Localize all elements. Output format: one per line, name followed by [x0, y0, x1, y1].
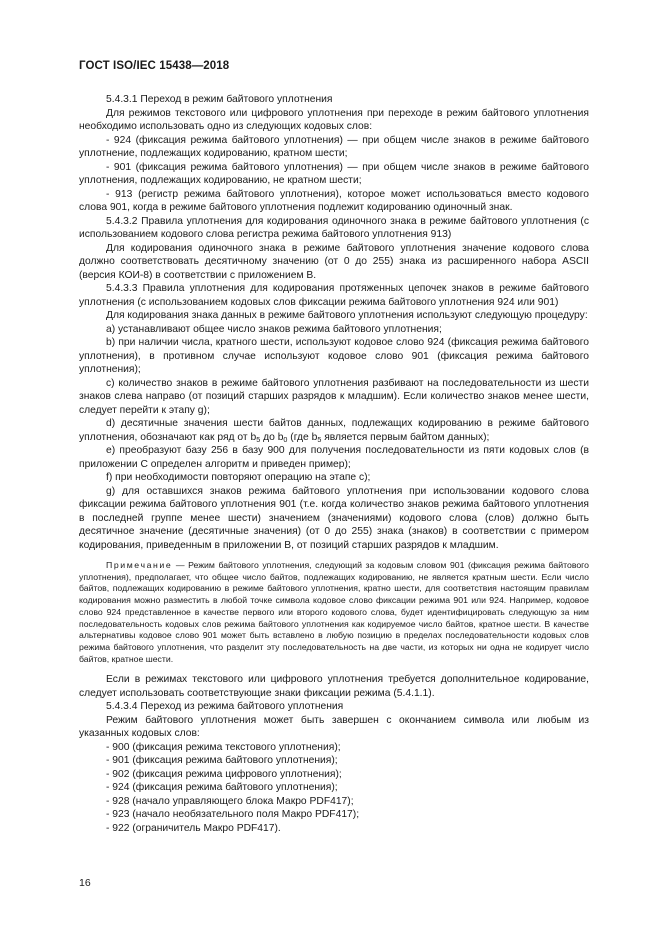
- paragraph: Если в режимах текстового или цифрового уплотнения требуется дополнительное кодирование, следует использовать соответствующие знаки фиксации режима (5.4.1.1).: [79, 674, 589, 699]
- subscript: 5: [317, 434, 322, 444]
- step-d-text: (где b: [287, 431, 318, 443]
- note-block: [79, 560, 589, 665]
- list-item: - 922 (ограничитель Макро PDF417).: [106, 822, 281, 834]
- list-item-step-d: [79, 417, 589, 444]
- step-d-text: до b: [260, 431, 284, 443]
- section-heading: 5.4.3.2 Правила уплотнения для кодирования одиночного знака в режиме байтового уплотнения (с использованием кодового слова регистра режима байтового уплотнения 913): [79, 215, 589, 240]
- list-item: - 901 (фиксация режима байтового уплотнения) — при общем числе знаков в режиме байтового уплотнения, подлежащих кодированию, не кратном шести;: [79, 161, 589, 186]
- list-item: c) количество знаков в режиме байтового уплотнения разбивают на последовательности из шести знаков слева направо (от позиций старших разрядов к младшим). Если количество знаков менее шести, следует перейти к этапу g);: [79, 377, 589, 416]
- note-label: Примечание: [106, 560, 173, 570]
- page-number: 16: [79, 877, 91, 889]
- document-header: ГОСТ ISO/IEC 15438—2018: [79, 60, 230, 72]
- list-item: - 902 (фиксация режима цифрового уплотнения);: [106, 768, 342, 780]
- list-item: - 913 (регистр режима байтового уплотнения), которое может использоваться вместо кодового слова 901, когда в режиме байтового уплотнения подлежит кодированию одиночный знак.: [79, 188, 589, 213]
- list-item: f) при необходимости повторяют операцию на этапе с);: [106, 472, 371, 483]
- list-item: e) преобразуют базу 256 в базу 900 для получения последовательности из пяти кодовых слов (в приложении С определен алгоритм и приведен пример);: [79, 445, 589, 470]
- section-heading: 5.4.3.3 Правила уплотнения для кодирования протяженных цепочек знаков в режиме байтового уплотнения (с использованием кодовых слов фиксации режима байтового уплотнения 924 или 901): [79, 283, 589, 308]
- section-heading: 5.4.3.1 Переход в режим байтового уплотнения: [106, 94, 333, 105]
- step-d-text: d) десятичные значения шести байтов данных, подлежащих кодированию в режиме байтового уплотнения, обозначают как ряд от b: [79, 418, 589, 443]
- list-item: - 923 (начало необязательного поля Макро PDF417);: [106, 809, 360, 821]
- list-item: - 900 (фиксация режима текстового уплотнения);: [106, 741, 341, 753]
- note-paragraph: [79, 560, 589, 665]
- list-item: a) устанавливают общее число знаков режима байтового уплотнения;: [106, 323, 442, 335]
- list-item: b) при наличии числа, кратного шести, используют кодовое слово 924 (фиксация режима байтового уплотнения), в противном случае используют кодовое слово 901 (фиксация режима байтового уплотнения);: [79, 337, 589, 375]
- subscript: 0: [283, 434, 288, 444]
- paragraph: Режим байтового уплотнения может быть завершен с окончанием символа или любым из указанных кодовых слов:: [79, 714, 589, 740]
- list-item: - 928 (начало управляющего блока Макро PDF417);: [106, 795, 354, 807]
- list-item: g) для оставшихся знаков режима байтового уплотнения при использовании кодового слова фиксации режима байтового уплотнения 901 (т.е. когда количество знаков режима байтового уплотнения в последней группе менее шести) значением (значениями) кодового слова (слов) должно быть десятичное значение (десятичные значения) (от 0 до 255) знака (знаков) в соответствии с примером кодирования, приведенным в приложении В, от позиций старших разрядов к младшим.: [79, 485, 589, 551]
- list-item: - 924 (фиксация режима байтового уплотнения);: [106, 782, 338, 794]
- list-item: - 924 (фиксация режима байтового уплотнения) — при общем числе знаков в режиме байтового уплотнение, подлежащих кодированию, кратном шести;: [79, 134, 589, 159]
- section-heading: 5.4.3.4 Переход из режима байтового уплотнения: [106, 701, 344, 713]
- paragraph: Для кодирования знака данных в режиме байтового уплотнения используют следующую процедуру:: [106, 310, 588, 321]
- document-body: [79, 93, 589, 835]
- paragraph: Для кодирования одиночного знака в режиме байтового уплотнения значение кодового слова должно соответствовать десятичному значению (от 0 до 255) знака из расширенного набора ASCII (версия КОИ-8) в соответствии с приложением В.: [79, 242, 589, 281]
- list-item: - 901 (фиксация режима байтового уплотнения);: [106, 755, 338, 767]
- note-text: — Режим байтового уплотнения, следующий за кодовым словом 901 (фиксация режима байтового уплотнения), предполагает, что общее число байтов, подлежащих кодированию, не является кратным шести. Если число байтов, подлежащих кодированию в режиме байтового уплотнения, кратно шести, для соответствия настоящим правилам кодирования можно разместить в любой точке символа кодовое слово фиксации режима 901 или 924. Например, кодовое слово 924 представленное в качестве первого или второго кодового слова, будет идентифицировать следующую за ним последовательность кодовых слов режима байтового уплотнения как кодируемое число байтов, кратное шести. В качестве альтернативы кодовое слово 901 может быть вставлено в любую позицию в пределах последовательности кодовых слов режима байтового уплотнения, что разделит эту последовательность на две части, из которых ни одна не кодирует число байтов, кратное шести.: [79, 560, 589, 664]
- step-d-text: является первым байтом данных);: [321, 431, 490, 443]
- subscript: 5: [256, 434, 261, 444]
- paragraph: Для режимов текстового или цифрового уплотнения при переходе в режим байтового уплотнения необходимо использовать одно из следующих кодовых слов:: [79, 107, 589, 132]
